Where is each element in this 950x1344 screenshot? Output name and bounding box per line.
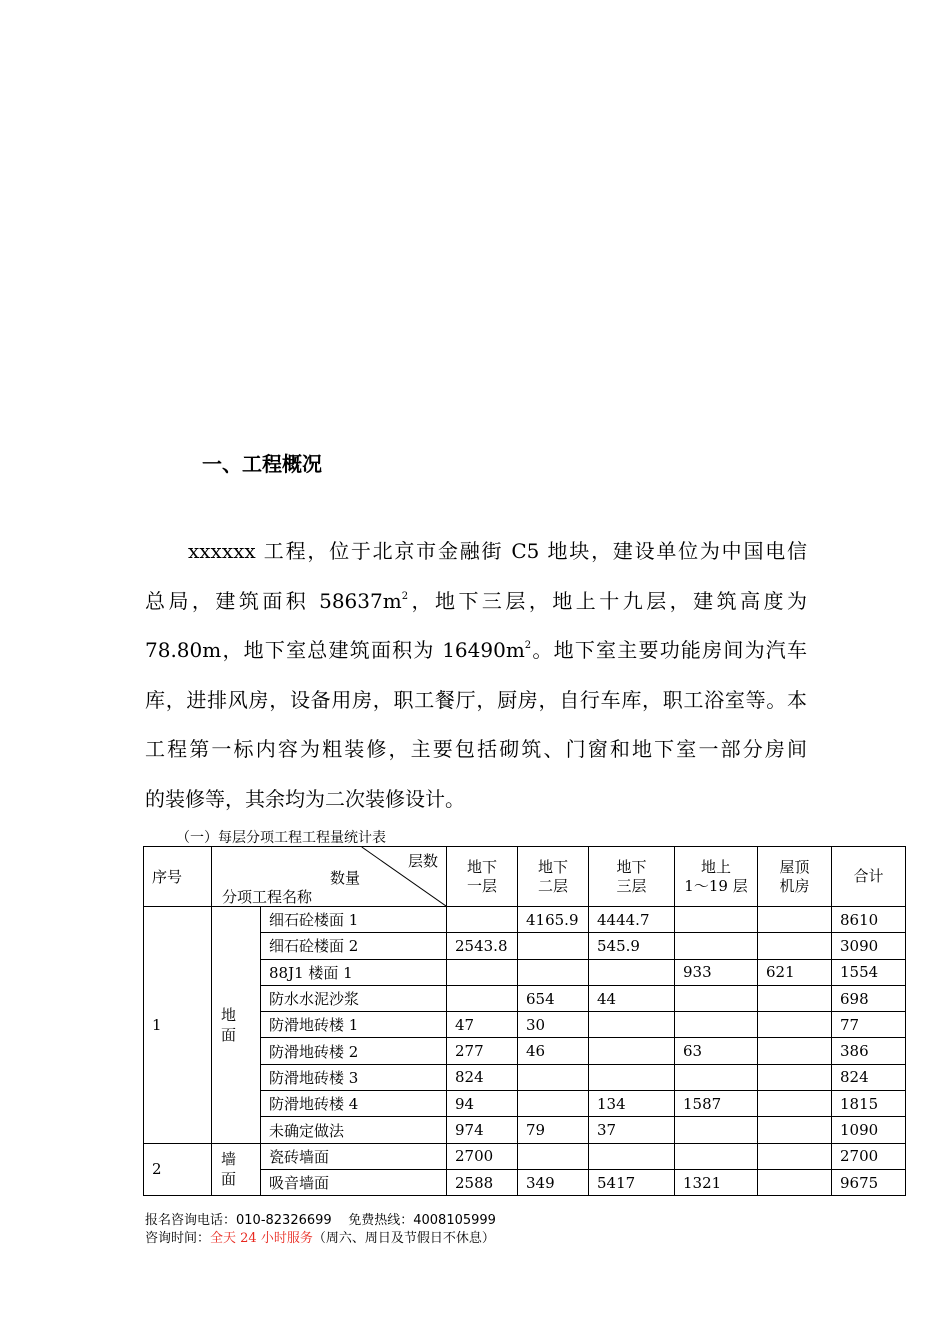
category-text: 面 <box>221 1170 237 1189</box>
value-cell-b1: 974 <box>447 1117 518 1143</box>
table-row <box>144 907 906 933</box>
table-caption: （一）每层分项工程工程量统计表 <box>176 830 386 846</box>
item-name-cell: 吸音墙面 <box>261 1169 447 1195</box>
value-cell-b2: 30 <box>518 1012 589 1038</box>
superscript: 2 <box>401 590 409 602</box>
value-cell-roof: 621 <box>758 959 832 985</box>
value-cell-total: 698 <box>832 985 906 1011</box>
item-name-cell: 未确定做法 <box>261 1117 447 1143</box>
item-name-cell: 细石砼楼面 1 <box>261 907 447 933</box>
value-cell-b2: 349 <box>518 1169 589 1195</box>
serial-cell: 1 <box>144 907 212 1144</box>
item-name-cell: 88J1 楼面 1 <box>261 959 447 985</box>
time-highlight: 全天 24 小时服务 <box>210 1231 313 1246</box>
value-cell-roof <box>758 1117 832 1143</box>
section-heading: 一、工程概况 <box>202 452 322 476</box>
value-cell-b3 <box>589 959 675 985</box>
header-basement-2 <box>518 847 589 907</box>
value-cell-b3 <box>589 1064 675 1090</box>
paragraph-line-1: xxxxxx 工程，位于北京市金融街 C5 地块，建设单位为中国电信 <box>188 539 807 563</box>
header-text: 地上 <box>700 857 731 876</box>
header-text: 地下 <box>616 857 647 876</box>
value-cell-roof <box>758 1091 832 1117</box>
item-name-cell: 防滑地砖楼 1 <box>261 1012 447 1038</box>
header-total: 合计 <box>832 847 906 907</box>
value-cell-b1 <box>447 907 518 933</box>
header-quantity-label: 数量 <box>330 869 361 887</box>
value-cell-above: 1587 <box>675 1091 758 1117</box>
value-cell-b2 <box>518 1064 589 1090</box>
header-text: 地下 <box>466 857 497 876</box>
value-cell-b2 <box>518 933 589 959</box>
header-text: 二层 <box>537 876 568 895</box>
value-cell-roof <box>758 1038 832 1064</box>
value-cell-above <box>675 1064 758 1090</box>
value-cell-total: 77 <box>832 1012 906 1038</box>
value-cell-b1: 2543.8 <box>447 933 518 959</box>
header-basement-3 <box>589 847 675 907</box>
header-basement-1 <box>447 847 518 907</box>
serial-cell: 2 <box>144 1143 212 1196</box>
item-name-cell: 细石砼楼面 2 <box>261 933 447 959</box>
value-cell-roof <box>758 1169 832 1195</box>
value-cell-above: 933 <box>675 959 758 985</box>
header-item-name-label: 分项工程名称 <box>222 888 313 906</box>
item-name-cell: 防滑地砖楼 4 <box>261 1091 447 1117</box>
header-text: 机房 <box>779 876 810 895</box>
category-cell <box>212 907 261 1144</box>
header-text: 地下 <box>537 857 568 876</box>
value-cell-b2 <box>518 959 589 985</box>
phone-label: 报名咨询电话： <box>145 1213 237 1228</box>
category-text: 地 <box>221 1005 237 1024</box>
header-roof-machine-room <box>758 847 832 907</box>
value-cell-b3: 5417 <box>589 1169 675 1195</box>
header-text: 三层 <box>616 876 647 895</box>
value-cell-total: 1815 <box>832 1091 906 1117</box>
paragraph-text: ，地下三层，地上十九层，建筑高度为 <box>408 588 807 613</box>
value-cell-roof <box>758 985 832 1011</box>
value-cell-b3: 37 <box>589 1117 675 1143</box>
item-name-cell: 防水水泥沙浆 <box>261 985 447 1011</box>
paragraph-line-3 <box>145 626 807 676</box>
value-cell-b1 <box>447 959 518 985</box>
phone-number: 010-82326699 <box>236 1213 332 1228</box>
value-cell-total: 2700 <box>832 1143 906 1169</box>
value-cell-above <box>675 1143 758 1169</box>
table-header-row <box>144 847 906 907</box>
value-cell-total: 386 <box>832 1038 906 1064</box>
category-text: 面 <box>221 1025 237 1044</box>
value-cell-b3 <box>589 1143 675 1169</box>
category-text: 墙 <box>221 1150 237 1169</box>
value-cell-b3 <box>589 1038 675 1064</box>
value-cell-above: 1321 <box>675 1169 758 1195</box>
project-overview-paragraph <box>145 527 807 824</box>
time-note: （周六、周日及节假日不休息） <box>312 1231 495 1246</box>
value-cell-b2 <box>518 1143 589 1169</box>
value-cell-roof <box>758 1012 832 1038</box>
paragraph-line-5: 工程第一标内容为粗装修，主要包括砌筑、门窗和地下室一部分房间 <box>145 737 807 761</box>
value-cell-b3: 134 <box>589 1091 675 1117</box>
value-cell-above <box>675 1117 758 1143</box>
value-cell-b2: 46 <box>518 1038 589 1064</box>
value-cell-above <box>675 1012 758 1038</box>
value-cell-total: 3090 <box>832 933 906 959</box>
value-cell-roof <box>758 933 832 959</box>
table-body <box>144 847 906 1196</box>
value-cell-above <box>675 933 758 959</box>
value-cell-above <box>675 985 758 1011</box>
value-cell-above <box>675 907 758 933</box>
header-text: 屋顶 <box>779 857 810 876</box>
time-label: 咨询时间： <box>145 1231 211 1246</box>
category-cell <box>212 1143 261 1196</box>
item-name-cell: 防滑地砖楼 3 <box>261 1064 447 1090</box>
paragraph-text: 总局，建筑面积 58637m <box>145 588 402 613</box>
value-cell-b2: 79 <box>518 1117 589 1143</box>
paragraph-line-4: 库，进排风房，设备用房，职工餐厅，厨房，自行车库，职工浴室等。本 <box>145 687 807 712</box>
hotline-number: 4008105999 <box>413 1213 496 1228</box>
header-floors-label: 层数 <box>407 852 438 870</box>
value-cell-b3: 4444.7 <box>589 907 675 933</box>
item-name-cell: 防滑地砖楼 2 <box>261 1038 447 1064</box>
value-cell-total: 8610 <box>832 907 906 933</box>
hotline-label: 免费热线： <box>348 1213 414 1228</box>
value-cell-roof <box>758 1064 832 1090</box>
paragraph-text: 78.80m，地下室总建筑面积为 16490m <box>145 638 525 662</box>
value-cell-b1: 2700 <box>447 1143 518 1169</box>
value-cell-b1: 824 <box>447 1064 518 1090</box>
value-cell-b1: 94 <box>447 1091 518 1117</box>
footer-line-2 <box>145 1230 496 1248</box>
value-cell-b1 <box>447 985 518 1011</box>
value-cell-total: 824 <box>832 1064 906 1090</box>
value-cell-total: 9675 <box>832 1169 906 1195</box>
value-cell-roof <box>758 907 832 933</box>
value-cell-roof <box>758 1143 832 1169</box>
item-name-cell: 瓷砖墙面 <box>261 1143 447 1169</box>
header-diagonal-cell <box>212 847 447 907</box>
footer-contact <box>145 1212 496 1248</box>
value-cell-b1: 2588 <box>447 1169 518 1195</box>
value-cell-total: 1554 <box>832 959 906 985</box>
value-cell-b2: 654 <box>518 985 589 1011</box>
superscript: 2 <box>524 640 532 651</box>
paragraph-line-2 <box>145 577 807 627</box>
header-serial: 序号 <box>144 847 212 907</box>
value-cell-b2: 4165.9 <box>518 907 589 933</box>
value-cell-above: 63 <box>675 1038 758 1064</box>
footer-line-1 <box>145 1212 496 1230</box>
quantity-statistics-table <box>143 846 906 1196</box>
value-cell-b3: 44 <box>589 985 675 1011</box>
header-text: 1～19 层 <box>684 876 748 895</box>
paragraph-text: 。地下室主要功能房间为汽车 <box>531 638 808 662</box>
value-cell-b2 <box>518 1091 589 1117</box>
header-above-ground <box>675 847 758 907</box>
value-cell-b1: 47 <box>447 1012 518 1038</box>
value-cell-b3: 545.9 <box>589 933 675 959</box>
value-cell-total: 1090 <box>832 1117 906 1143</box>
header-text: 一层 <box>466 876 497 895</box>
paragraph-line-6: 的装修等，其余均为二次装修设计。 <box>145 786 465 811</box>
value-cell-b3 <box>589 1012 675 1038</box>
value-cell-b1: 277 <box>447 1038 518 1064</box>
table-row <box>144 1143 906 1169</box>
